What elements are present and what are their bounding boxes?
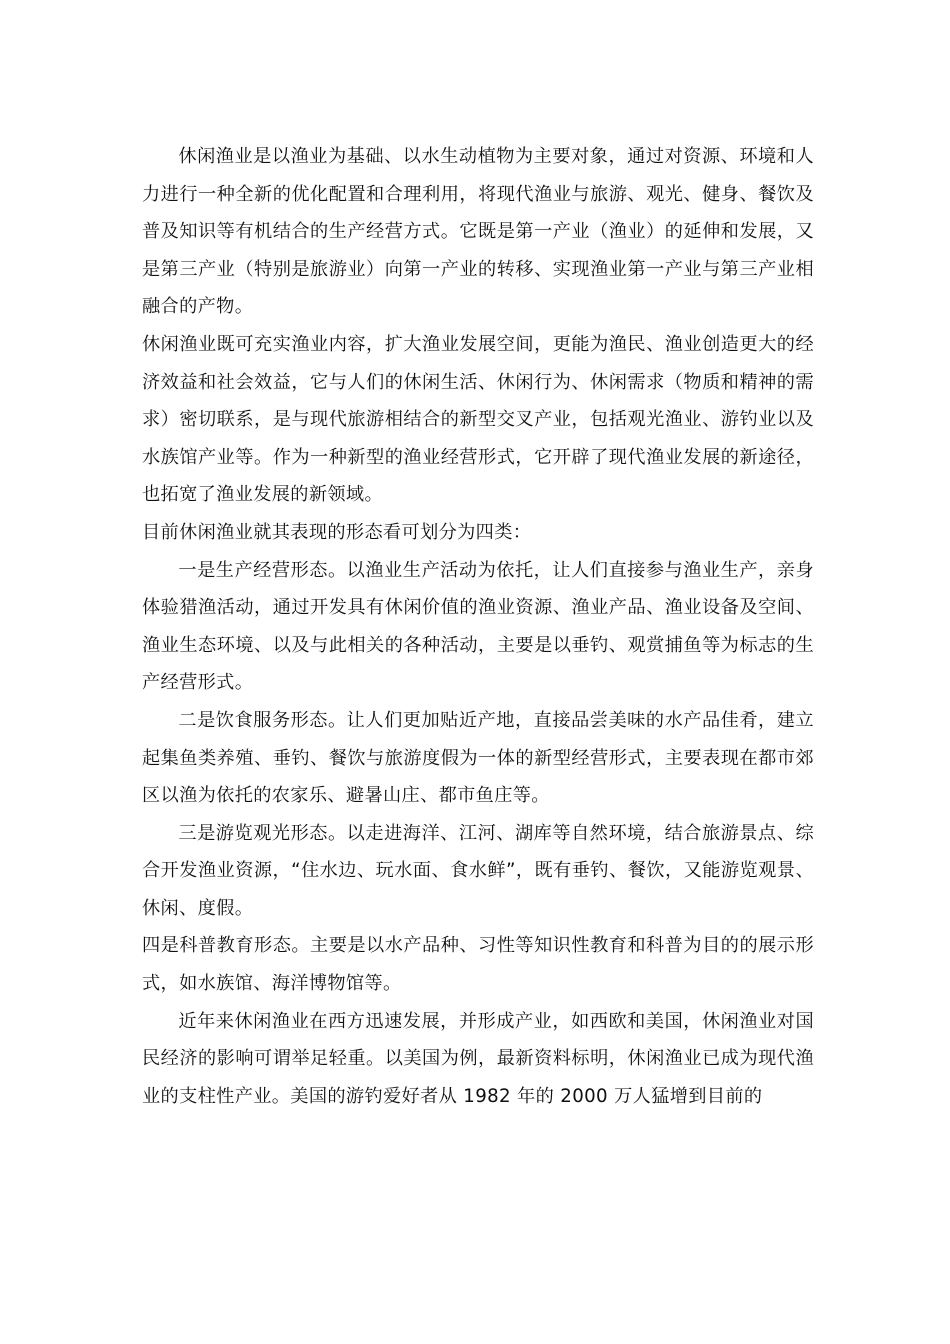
paragraph-category-sightseeing: 三是游览观光形态。以走进海洋、江河、湖库等自然环境，结合旅游景点、综合开发渔业资源，“住水边、玩水面、食水鲜”，既有垂钓、餐饮，又能游览观景、休闲、度假。 xyxy=(142,822,814,919)
body-text xyxy=(142,138,814,1115)
paragraph-category-production: 一是生产经营形态。以渔业生产活动为依托，让人们直接参与渔业生产，亲身体验猎渔活动，通过开发具有休闲价值的渔业资源、渔业产品、渔业设备及空间、渔业生态环境、以及与此相关的各种活动，主要是以垂钓、观赏捕鱼等为标志的生产经营形式。 xyxy=(142,559,814,694)
paragraph-definition: 休闲渔业是以渔业为基础、以水生动植物为主要对象，通过对资源、环境和人力进行一种全新的优化配置和合理利用，将现代渔业与旅游、观光、健身、餐饮及普及知识等有机结合的生产经营方式。它既是第一产业（渔业）的延伸和发展，又是第三产业（特别是旅游业）向第一产业的转移、实现渔业第一产业与第三产业相融合的产物。 xyxy=(142,146,814,318)
paragraph-categories-intro: 目前休闲渔业就其表现的形态看可划分为四类： xyxy=(142,521,532,543)
paragraph-category-education: 四是科普教育形态。主要是以水产品种、习性等知识性教育和科普为目的的展示形式，如水族馆、海洋博物馆等。 xyxy=(142,935,814,995)
paragraph-category-dining: 二是饮食服务形态。让人们更加贴近产地，直接品尝美味的水产品佳肴，建立起集鱼类养殖、垂钓、餐饮与旅游度假为一体的新型经营形式，主要表现在都市郊区以渔为依托的农家乐、避暑山庄、都市鱼庄等。 xyxy=(142,709,814,807)
paragraph-benefits: 休闲渔业既可充实渔业内容，扩大渔业发展空间，更能为渔民、渔业创造更大的经济效益和社会效益，它与人们的休闲生活、休闲行为、休闲需求（物质和精神的需求）密切联系，是与现代旅游相结合的新型交叉产业，包括观光渔业、游钓业以及水族馆产业等。作为一种新型的渔业经营形式，它开辟了现代渔业发展的新途径，也拓宽了渔业发展的新领域。 xyxy=(142,333,814,506)
paragraph-western-development: 近年来休闲渔业在西方迅速发展，并形成产业，如西欧和美国，休闲渔业对国民经济的影响可谓举足轻重。以美国为例，最新资料标明，休闲渔业已成为现代渔业的支柱性产业。美国的游钓爱好者从 1982 年的 2000 万人猛增到目前的 xyxy=(142,1010,814,1107)
